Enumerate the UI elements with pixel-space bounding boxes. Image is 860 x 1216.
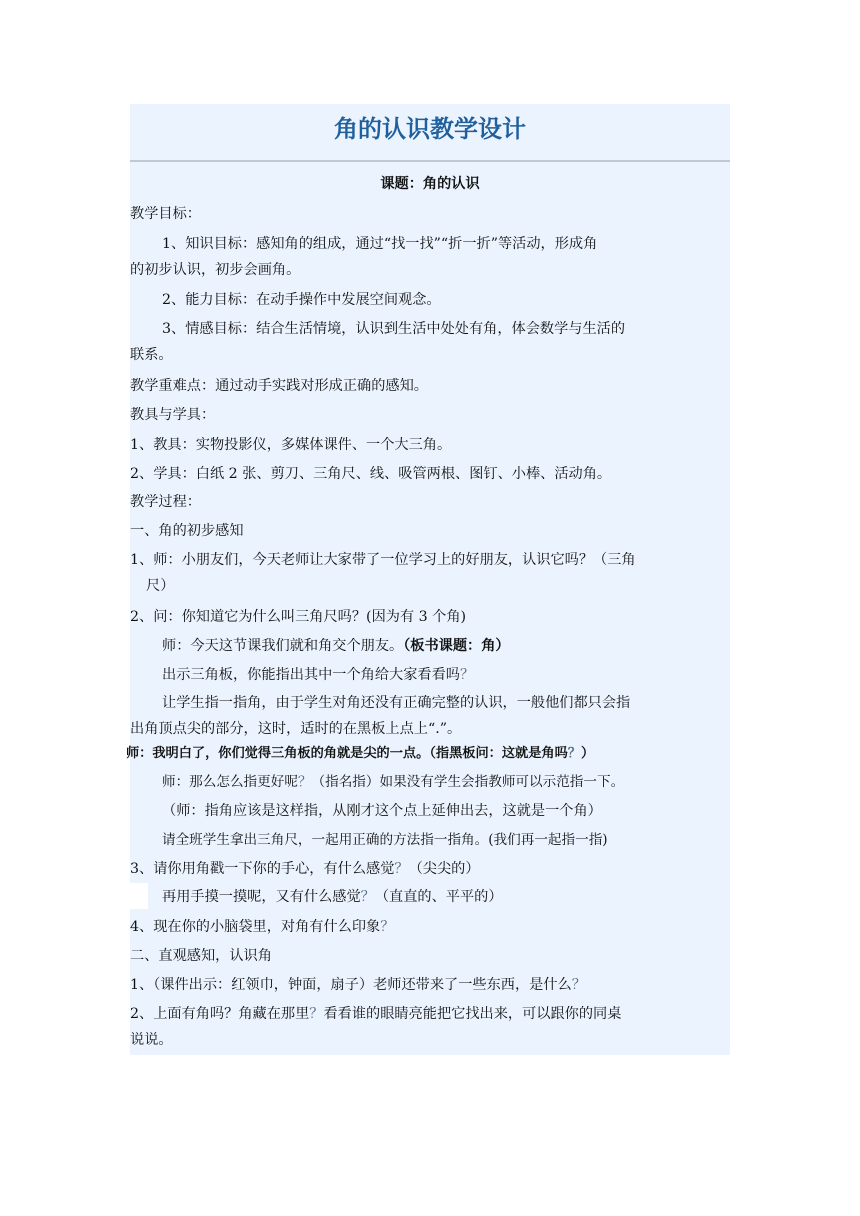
process-item-11-text-a: 再用手摸一摸呢，又有什么感觉	[162, 889, 361, 905]
document-title: 角的认识教学设计	[130, 104, 730, 162]
question-mark: ？	[380, 919, 395, 935]
subject-line: 课题：角的认识	[380, 176, 480, 192]
process-item-6-text: 师：我明白了，你们觉得三角板的角就是尖的一点。（指黑板问：这就是角吗	[126, 746, 568, 761]
key-points: 教学重难点：通过动手实践对形成正确的感知。	[130, 378, 428, 394]
process-item-10	[130, 856, 730, 882]
objective-1-line-2: 的初步认识，初步会画角。	[130, 262, 301, 278]
objective-2: 2、能力目标：在动手操作中发展空间观念。	[162, 292, 441, 308]
document-page	[126, 104, 730, 1055]
process-item-14-text-b: 看看谁的眼睛亮能把它找出来，可以跟你的同桌	[323, 1006, 622, 1022]
process-item-1-line-2: 尺）	[146, 578, 175, 594]
white-gap	[130, 883, 148, 909]
section-1-heading: 一、角的初步感知	[130, 523, 244, 539]
question-mark: ？	[394, 861, 409, 877]
process-item-4	[162, 662, 730, 688]
section-2-heading: 二、直观感知，认识角	[130, 948, 272, 964]
process-item-10-text-a: 3、请你用角戳一下你的手心，有什么感觉	[130, 861, 395, 877]
process-item-14-line-2: 说说。	[130, 1032, 173, 1048]
process-item-14-line-1	[130, 1001, 730, 1027]
process-item-12-text: 4、现在你的小脑袋里，对角有什么印象	[130, 919, 381, 935]
process-item-10-text-b: （尖尖的）	[408, 861, 480, 877]
objective-3-line-1: 3、情感目标：结合生活情境，认识到生活中处处有角，体会数学与生活的	[162, 321, 626, 337]
process-item-11-text-b: （直直的、平平的）	[374, 889, 503, 905]
process-item-1-line-1: 1、师：小朋友们，今天老师让大家带了一位学习上的好朋友，认识它吗？（三角	[130, 552, 636, 568]
tools-heading: 教具与学具：	[130, 407, 216, 423]
question-mark: ？	[297, 774, 312, 790]
process-item-6-end: ）	[580, 746, 595, 761]
question-mark: ？	[360, 889, 375, 905]
process-item-8: （师：指角应该是这样指，从刚才这个点上延伸出去，这就是一个角）	[162, 803, 602, 819]
question-mark: ？	[459, 667, 475, 683]
process-item-7-text-a: 师：那么怎么指更好呢	[162, 774, 298, 790]
process-item-6	[126, 741, 730, 767]
process-heading: 教学过程：	[130, 494, 201, 510]
process-item-5-line-1: 让学生指一指角，由于学生对角还没有正确完整的认识，一般他们都只会指	[162, 695, 631, 711]
process-item-5-line-2: 出角顶点尖的部分，这时，适时的在黑板上点上“.”。	[130, 721, 462, 737]
process-item-3	[162, 633, 730, 659]
objective-1-line-1: 1、知识目标：感知角的组成，通过“找一找”“折一折”等活动，形成角	[162, 236, 598, 252]
board-topic: （板书课题：角）	[403, 638, 510, 654]
process-item-7	[162, 769, 730, 795]
process-item-4-text: 出示三角板，你能指出其中一个角给大家看看吗	[162, 667, 460, 683]
process-item-9: 请全班学生拿出三角尺，一起用正确的方法指一指角。(我们再一起指一指)	[162, 832, 608, 848]
question-mark: ？	[309, 1006, 324, 1022]
objectives-heading: 教学目标：	[130, 206, 201, 222]
tools-item-1: 1、教具：实物投影仪，多媒体课件、一个大三角。	[130, 437, 452, 453]
question-mark: ？	[567, 746, 581, 761]
tools-item-2: 2、学具：白纸 2 张、剪刀、三角尺、线、吸管两根、图钉、小棒、活动角。	[130, 466, 612, 482]
question-mark: ？	[571, 977, 586, 993]
process-item-12	[130, 914, 730, 940]
process-item-2: 2、问：你知道它为什么叫三角尺吗？(因为有 3 个角)	[130, 609, 467, 625]
objective-3-line-2: 联系。	[130, 347, 173, 363]
process-item-13-text: 1、（课件出示：红领巾，钟面，扇子）老师还带来了一些东西，是什么	[130, 977, 572, 993]
process-item-11	[162, 884, 730, 910]
process-item-3-text: 师：今天这节课我们就和角交个朋友。	[162, 638, 404, 654]
process-item-14-text-a: 2、上面有角吗？角藏在那里	[130, 1006, 310, 1022]
process-item-7-text-b: （指名指）如果没有学生会指教师可以示范指一下。	[311, 774, 625, 790]
process-item-13	[130, 972, 730, 998]
